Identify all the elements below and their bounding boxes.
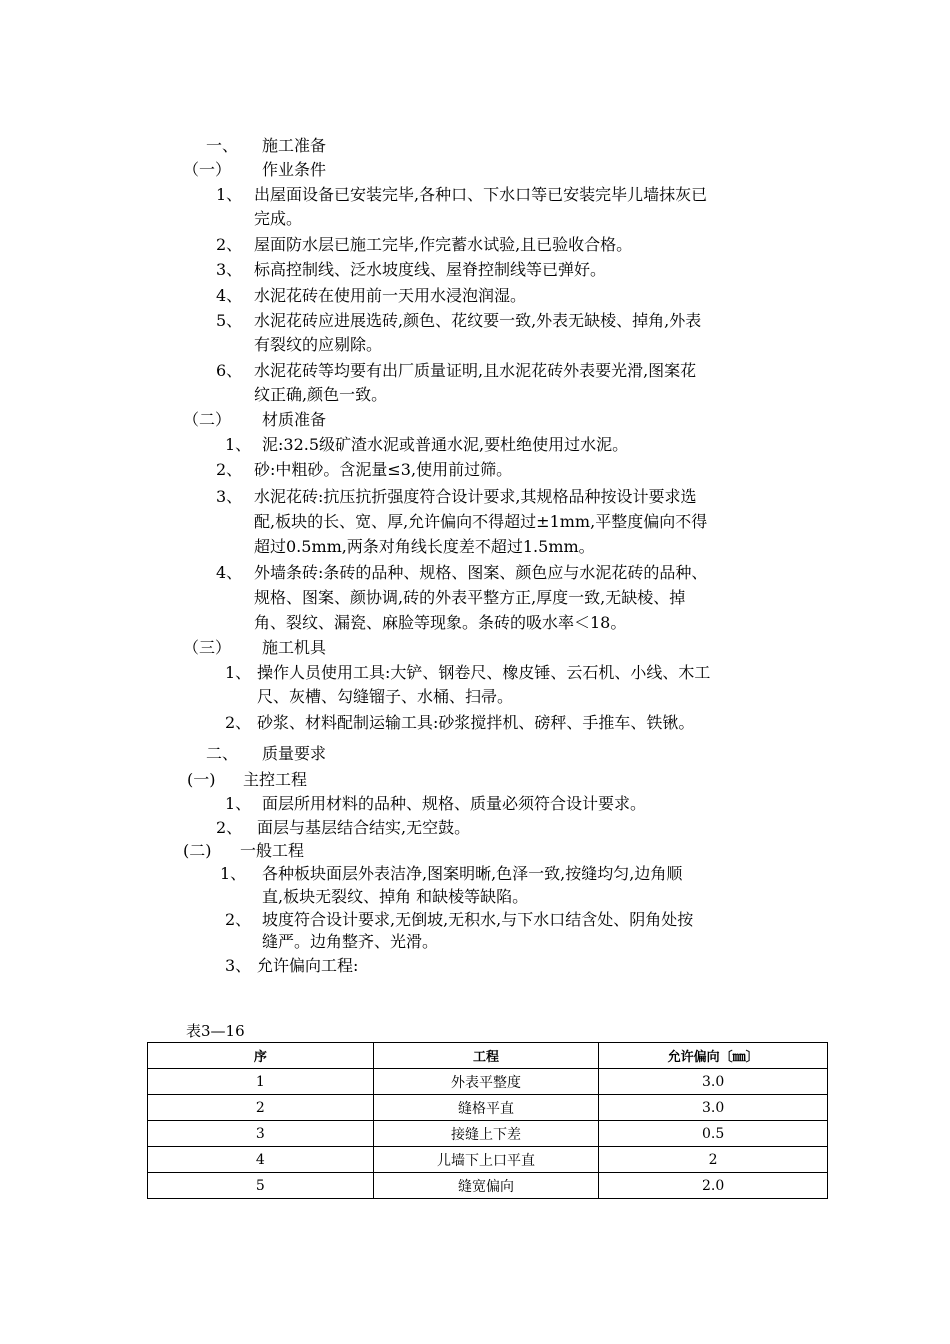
item-number: 2、 xyxy=(225,713,252,732)
item-text: 泥:32.5级矿渣水泥或普通水泥,要杜绝使用过水泥。 xyxy=(262,435,629,454)
item-text: 面层与基层结合结实,无空鼓。 xyxy=(257,818,471,837)
item-text: 水泥花砖应进展选砖,颜色、花纹要一致,外表无缺棱、掉角,外表 xyxy=(254,311,702,330)
item-text: 面层所用材料的品种、规格、质量必须符合设计要求。 xyxy=(262,794,647,813)
item-number: 1、 xyxy=(225,794,252,813)
subsection-title: 作业条件 xyxy=(262,160,327,179)
item-number: 1、 xyxy=(220,864,247,883)
subsection-number: （二） xyxy=(183,410,232,429)
tolerance-table xyxy=(147,1042,828,1199)
header-cell: 工程 xyxy=(373,1043,599,1069)
item-number: 6、 xyxy=(216,361,243,380)
item-text: 屋面防水层已施工完毕,作完蓄水试验,且已验收合格。 xyxy=(254,235,633,254)
header-cell: 序 xyxy=(148,1043,374,1069)
table-cell: 缝格平直 xyxy=(373,1095,599,1121)
item-number: 2、 xyxy=(225,910,252,929)
table-cell: 2.0 xyxy=(599,1173,828,1199)
item-text: 各种板块面层外表洁净,图案明晰,色泽一致,按缝均匀,边角顺 xyxy=(262,864,683,883)
item-text: 外墙条砖:条砖的品种、规格、图案、颜色应与水泥花砖的品种、 xyxy=(254,563,708,582)
item-text: 水泥花砖等均要有出厂质量证明,且水泥花砖外表要光滑,图案花 xyxy=(254,361,697,380)
table-cell: 缝宽偏向 xyxy=(373,1173,599,1199)
item-text: 角、裂纹、漏瓷、麻脸等现象。条砖的吸水率＜18。 xyxy=(254,613,627,632)
item-text: 纹正确,颜色一致。 xyxy=(254,385,388,404)
table-cell: 3.0 xyxy=(599,1069,828,1095)
table-cell: 外表平整度 xyxy=(373,1069,599,1095)
item-number: 5、 xyxy=(216,311,243,330)
item-number: 1、 xyxy=(216,185,243,204)
item-number: 2、 xyxy=(216,235,243,254)
item-text: 操作人员使用工具:大铲、钢卷尺、橡皮锤、云石机、小线、木工 xyxy=(257,663,711,682)
subsection-number: (一) xyxy=(187,770,216,789)
table-row xyxy=(148,1121,828,1147)
table-row xyxy=(148,1095,828,1121)
table-cell: 2 xyxy=(148,1095,374,1121)
table-row xyxy=(148,1147,828,1173)
item-number: 3、 xyxy=(216,487,243,506)
item-text: 水泥花砖在使用前一天用水浸泡润湿。 xyxy=(254,286,527,305)
table-cell: 2 xyxy=(599,1147,828,1173)
table-row xyxy=(148,1173,828,1199)
header-cell: 允许偏向〔㎜〕 xyxy=(599,1043,828,1069)
table-cell: 3.0 xyxy=(599,1095,828,1121)
table-header-row xyxy=(148,1043,828,1069)
table-caption: 表3—16 xyxy=(186,1022,245,1040)
item-text: 缝严。边角整齐、光滑。 xyxy=(262,932,439,951)
item-number: 3、 xyxy=(216,260,243,279)
subsection-number: （一） xyxy=(183,160,232,179)
item-text: 允许偏向工程: xyxy=(257,956,359,975)
table-row xyxy=(148,1069,828,1095)
section-number: 一、 xyxy=(206,136,239,155)
item-text: 砂:中粗砂。含泥量≤3,使用前过筛。 xyxy=(254,460,513,479)
table-cell: 儿墙下上口平直 xyxy=(373,1147,599,1173)
item-number: 2、 xyxy=(216,460,243,479)
item-number: 4、 xyxy=(216,563,243,582)
item-number: 1、 xyxy=(225,663,252,682)
item-text: 出屋面设备已安装完毕,各种口、下水口等已安装完毕儿墙抹灰已 xyxy=(254,185,708,204)
item-text: 水泥花砖:抗压抗折强度符合设计要求,其规格品种按设计要求选 xyxy=(254,487,697,506)
table-cell: 接缝上下差 xyxy=(373,1121,599,1147)
item-text: 有裂纹的应剔除。 xyxy=(254,335,383,354)
item-number: 3、 xyxy=(225,956,252,975)
subsection-title: 材质准备 xyxy=(262,410,327,429)
subsection-number: （三） xyxy=(183,638,232,657)
item-text: 尺、灰槽、勾缝镏子、水桶、扫帚。 xyxy=(257,687,514,706)
subsection-title: 一般工程 xyxy=(240,841,305,860)
item-text: 标高控制线、泛水坡度线、屋脊控制线等已弹好。 xyxy=(254,260,607,279)
subsection-title: 主控工程 xyxy=(243,770,308,789)
item-text: 完成。 xyxy=(254,209,303,228)
item-number: 4、 xyxy=(216,286,243,305)
item-number: 2、 xyxy=(216,818,243,837)
table-cell: 1 xyxy=(148,1069,374,1095)
section-number: 二、 xyxy=(206,744,239,763)
table-cell: 0.5 xyxy=(599,1121,828,1147)
section-title: 施工准备 xyxy=(262,136,327,155)
item-text: 直,板块无裂纹、掉角 和缺棱等缺陷。 xyxy=(262,887,529,906)
item-text: 规格、图案、颜协调,砖的外表平整方正,厚度一致,无缺棱、掉 xyxy=(254,588,686,607)
item-text: 配,板块的长、宽、厚,允许偏向不得超过±1mm,平整度偏向不得 xyxy=(254,512,708,531)
table-cell: 5 xyxy=(148,1173,374,1199)
subsection-number: (二) xyxy=(183,841,212,860)
item-number: 1、 xyxy=(225,435,252,454)
item-text: 超过0.5mm,两条对角线长度差不超过1.5mm。 xyxy=(254,537,595,556)
subsection-title: 施工机具 xyxy=(262,638,327,657)
table-cell: 4 xyxy=(148,1147,374,1173)
table-cell: 3 xyxy=(148,1121,374,1147)
item-text: 砂浆、材料配制运输工具:砂浆搅拌机、磅秤、手推车、铁锹。 xyxy=(257,713,695,732)
item-text: 坡度符合设计要求,无倒坡,无积水,与下水口结含处、阴角处按 xyxy=(262,910,694,929)
section-title: 质量要求 xyxy=(262,744,327,763)
